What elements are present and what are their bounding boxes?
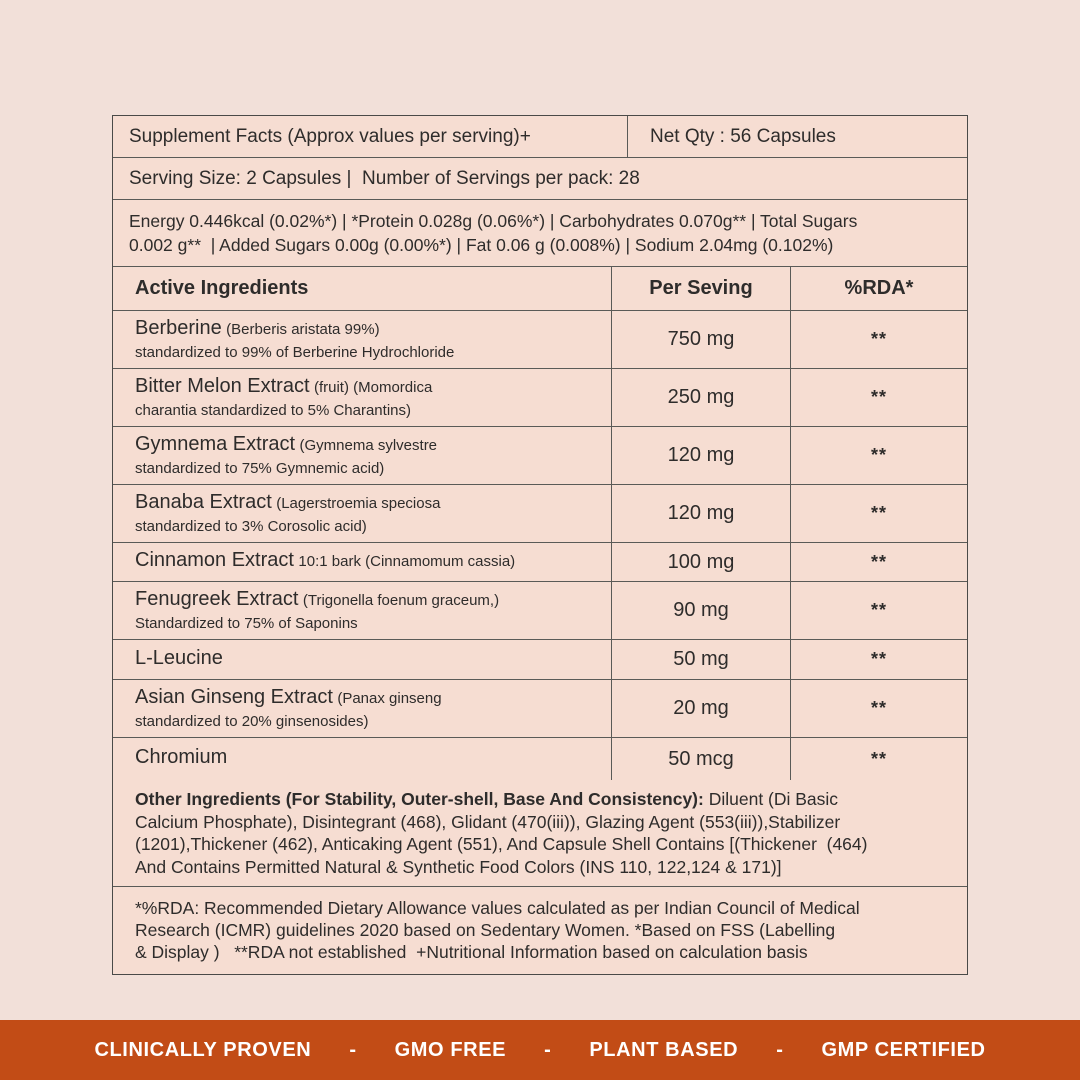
energy-line-1: Energy 0.446kcal (0.02%*) | *Protein 0.028g (0.06%*) | Carbohydrates 0.070g** | Total Sugars: [129, 211, 858, 231]
ingredient-name-line: [135, 373, 601, 401]
serving-size-text: Serving Size: 2 Capsules | Number of Servings per pack: 28: [129, 167, 640, 189]
other-ingredients-line-4: And Contains Permitted Natural & Synthetic Food Colors (INS 110, 122,124 & 171)]: [135, 856, 782, 877]
serving-size-row: [113, 158, 967, 200]
ingredient-detail: charantia standardized to 5% Charantins): [135, 402, 411, 419]
ingredient-name-cell: [113, 369, 611, 426]
ingredient-name-cell: [113, 543, 611, 581]
ingredient-name-line: [135, 489, 601, 517]
ingredient-name: L-Leucine: [135, 646, 223, 669]
ingredient-note: (Panax ginseng: [337, 690, 442, 707]
ingredient-note: (fruit) (Momordica: [313, 379, 433, 396]
ingredient-note: (Trigonella foenum graceum,): [302, 592, 500, 609]
ingredient-name: Gymnema Extract: [135, 433, 296, 455]
per-serving-value: 120 mg: [611, 485, 790, 542]
table-row-gymnema: [113, 427, 967, 485]
ingredient-note: (Berberis aristata 99%): [226, 321, 380, 338]
rda-footnote-line-1: *%RDA: Recommended Dietary Allowance values calculated as per Indian Council of Medical: [135, 898, 860, 918]
ingredient-name: Berberine: [135, 317, 222, 339]
ingredient-name-cell: [113, 582, 611, 639]
rda-value: **: [790, 680, 967, 737]
table-row-cinnamon: [113, 543, 967, 582]
energy-row: [113, 200, 967, 267]
per-serving-value: 20 mg: [611, 680, 790, 737]
per-serving-value: 250 mg: [611, 369, 790, 426]
ingredient-name: Cinnamon Extract: [135, 549, 294, 571]
ingredient-note: (Lagerstroemia speciosa: [276, 495, 441, 512]
ingredient-name-line: [135, 645, 601, 673]
ingredient-name: Banaba Extract: [135, 491, 272, 513]
ingredient-name-cell: [113, 680, 611, 737]
banner-separator: -: [349, 1038, 357, 1061]
ingredient-name-line: [135, 744, 601, 772]
net-qty-text: Net Qty : 56 Capsules: [650, 125, 836, 147]
ingredient-name-line: [135, 684, 601, 712]
rda-value: **: [790, 582, 967, 639]
other-ingredients-line-3: (1201),Thickener (462), Anticaking Agent (551), And Capsule Shell Contains [(Thickener (464): [135, 834, 868, 854]
supplement-facts-row: [113, 116, 967, 158]
rda-footnote-section: [113, 887, 967, 974]
header-per-serving: Per Seving: [611, 267, 790, 310]
table-row-chromium: [113, 738, 967, 780]
ingredient-name-cell: [113, 485, 611, 542]
ingredient-name: Asian Ginseng Extract: [135, 686, 333, 708]
banner-separator: -: [544, 1038, 552, 1061]
header-rda: %RDA*: [790, 267, 967, 310]
rda-value: **: [790, 369, 967, 426]
rda-value: **: [790, 427, 967, 484]
rda-value: **: [790, 738, 967, 780]
ingredient-detail: standardized to 3% Corosolic acid): [135, 518, 367, 535]
header-active-ingredients: Active Ingredients: [135, 277, 309, 299]
supplement-facts-title: Supplement Facts (Approx values per serving)+: [129, 125, 531, 147]
ingredient-name-cell: [113, 640, 611, 679]
ingredient-name-line: [135, 431, 601, 459]
table-header-row: [113, 267, 967, 311]
table-row-bitter-melon: [113, 369, 967, 427]
rda-value: **: [790, 485, 967, 542]
badge-plant-based: PLANT BASED: [589, 1038, 739, 1061]
table-row-l-leucine: [113, 640, 967, 680]
ingredient-rows: [113, 311, 967, 780]
ingredient-name-line: [135, 586, 601, 614]
ingredient-name-cell: [113, 427, 611, 484]
ingredient-name: Fenugreek Extract: [135, 588, 299, 610]
badge-gmo-free: GMO FREE: [394, 1038, 507, 1061]
other-ingredients-section: [113, 780, 967, 887]
rda-value: **: [790, 640, 967, 679]
table-row-banaba: [113, 485, 967, 543]
badge-gmp-certified: GMP CERTIFIED: [821, 1038, 986, 1061]
ingredient-note: (Gymnema sylvestre: [299, 437, 438, 454]
other-ingredients-line-2: Calcium Phosphate), Disintegrant (468), Glidant (470(iii)), Glazing Agent (553(iii)),Stabilizer: [135, 811, 841, 832]
per-serving-value: 120 mg: [611, 427, 790, 484]
badge-clinically-proven: CLINICALLY PROVEN: [94, 1038, 312, 1061]
ingredient-detail: standardized to 75% Gymnemic acid): [135, 460, 385, 477]
certification-banner: [0, 1020, 1080, 1080]
ingredient-name-cell: [113, 311, 611, 368]
table-row-berberine: [113, 311, 967, 369]
rda-value: **: [790, 311, 967, 368]
ingredient-note: 10:1 bark (Cinnamomum cassia): [298, 553, 516, 570]
other-ingredients-heading: Other Ingredients (For Stability, Outer-shell, Base And Consistency):: [135, 789, 704, 809]
per-serving-value: 50 mg: [611, 640, 790, 679]
ingredient-detail: Standardized to 75% of Saponins: [135, 615, 358, 632]
rda-footnote-line-3: & Display ) **RDA not established +Nutritional Information based on calculation basis: [135, 942, 808, 962]
per-serving-value: 90 mg: [611, 582, 790, 639]
ingredient-name: Bitter Melon Extract: [135, 375, 310, 397]
banner-separator: -: [776, 1038, 784, 1061]
table-row-fenugreek: [113, 582, 967, 640]
per-serving-value: 50 mcg: [611, 738, 790, 780]
supplement-facts-cell: [113, 116, 627, 157]
ingredient-name-line: [135, 315, 601, 343]
net-qty-cell: [627, 116, 967, 157]
other-ingredients-line-1: [135, 788, 955, 811]
ingredient-detail: standardized to 20% ginsenosides): [135, 713, 369, 730]
ingredient-detail: standardized to 99% of Berberine Hydrochloride: [135, 344, 455, 361]
rda-value: **: [790, 543, 967, 581]
ingredient-name-line: [135, 547, 601, 575]
ingredient-name-cell: [113, 738, 611, 780]
supplement-facts-panel: [112, 115, 968, 975]
rda-footnote-line-2: Research (ICMR) guidelines 2020 based on Sedentary Women. *Based on FSS (Labelling: [135, 920, 836, 940]
ingredient-name: Chromium: [135, 746, 228, 768]
table-row-asian-ginseng: [113, 680, 967, 738]
per-serving-value: 100 mg: [611, 543, 790, 581]
other-ingredients-text: Diluent (Di Basic: [703, 789, 839, 809]
energy-line-2: 0.002 g** | Added Sugars 0.00g (0.00%*) | Fat 0.06 g (0.008%) | Sodium 2.04mg (0.102%): [129, 235, 834, 255]
per-serving-value: 750 mg: [611, 311, 790, 368]
